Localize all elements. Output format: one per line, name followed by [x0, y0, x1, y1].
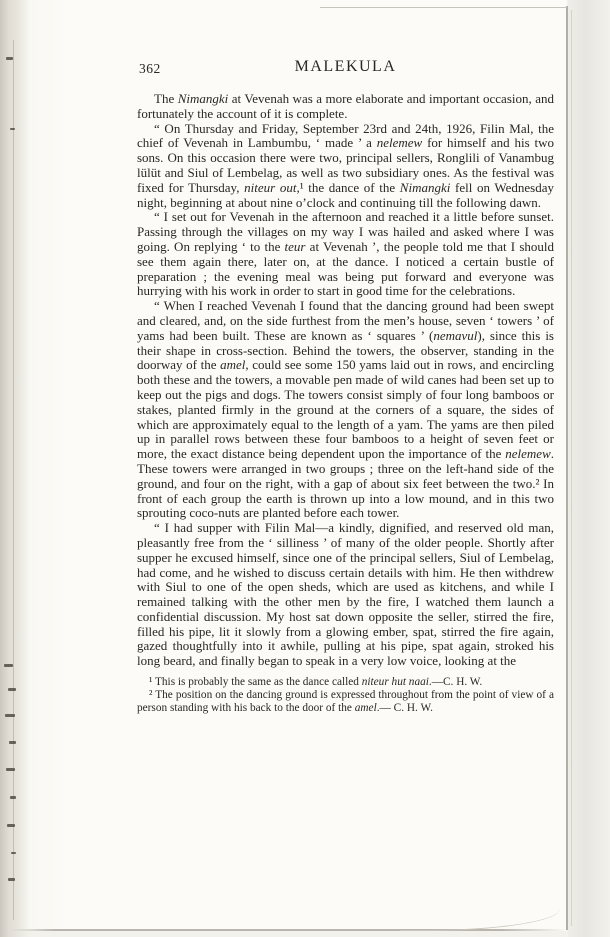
binding-mark [10, 796, 16, 799]
running-title: MALEKULA [294, 58, 397, 75]
binding-shadow [0, 0, 34, 937]
text-run: “ I set out for Vevenah in the afternoon and reached it a little before sunset. Passing through the villages on my way I was hailed and asked where I was going. On replying ‘ to the [137, 209, 554, 254]
text-run: , could see some 150 yams laid out in rows, and encircling both these and the towers, a movable pen made of wild canes had been set up to keep out the pigs and dogs. The towers consist simply of four long bamboos or stakes, planted firmly in the ground at the corners of a square, the sides of which are approximately equal to the length of a yam. The yams are then piled up in parallel rows between these four bamboos to a height of seven feet or more, the exact distance being dependent upon the importance of the [137, 357, 554, 462]
text-run: at Vevenah was a more elaborate and important occasion, and fortunately the account of it is complete. [137, 91, 554, 121]
italic-text-run: Nimangki [177, 91, 229, 106]
binding-mark [6, 57, 13, 60]
text-run: ,¹ the dance of the [296, 179, 400, 195]
binding-mark [11, 852, 16, 854]
text-run: “ I had supper with Filin Mal—a kindly, dignified, and reserved old man, pleasantly free from the ‘ silliness ’ of many of the older people. Shortly after supper he excused himself, since one of the principal sellers, Siul of Lembelag, had come, and he wished to discuss certain details with him. He then withdrew with Siul to one of the open sheds, which are used as kitchens, and while I remained talking with the other men by the fire, I watched them launch a confidential discussion. My host sat down opposite the seller, stirred the fire, filled his pipe, lit it slowly from a glowing ember, spat, stirred the fire again, gazed thoughtfully into it awhile, pulling at his pipe, spat again, stroked his long beard, and finally began to speak in a very low voice, looking at the [137, 520, 554, 669]
page-edge-top [320, 7, 567, 8]
page-edge-bottom [10, 929, 568, 931]
paragraph-1 [137, 92, 554, 122]
italic-text-run: teur [284, 238, 306, 254]
text-run: The [154, 91, 178, 106]
italic-text-run: nemavul [433, 327, 478, 343]
footnote-2 [137, 689, 554, 715]
text-run: for himself and his two sons. On this occasion there were two, principal sellers, Ronglili of Vanambug lülüt and Siul of Lembelag, as well as two subsidiary ones. As the festival was fixed for Thursday, [137, 135, 554, 195]
text-run: fell on Wednesday night, beginning at about nine o’clock and continuing till the following dawn. [137, 179, 554, 210]
page-header [137, 58, 554, 78]
italic-text-run: nelemew [505, 446, 551, 462]
italic-text-run: niteur out [244, 179, 297, 195]
page-edge-right-inner [571, 10, 572, 926]
text-column [137, 58, 554, 715]
footnotes [137, 676, 554, 715]
page-stack-right [568, 0, 610, 937]
italic-text-run: Nimangki [399, 179, 451, 195]
binding-mark [7, 824, 15, 827]
text-run: at Vevenah ’, the people told me that I should see them again there, later on, at the dance. I noticed a certain bustle of preparation ; the evening meal was being put forward and everyone was hurrying with his work in order to start in good time for the celebrations. [137, 238, 554, 299]
italic-text-run: amel [220, 357, 246, 373]
binding-mark [6, 768, 15, 771]
page-number: 362 [139, 61, 161, 76]
text-run: “ On Thursday and Friday, September 23rd and 24th, 1926, Filin Mal, the chief of Vevenah in Lambumbu, ‘ made ’ a [137, 120, 554, 151]
text-run: ), since this is their shape in cross-section. Behind the towers, the observer, standing in the doorway of the [137, 327, 554, 373]
text-run: .— C. H. W. [376, 701, 433, 714]
text-run: “ When I reached Vevenah I found that the dancing ground had been swept and cleared, and, on the side furthest from the men’s house, seven ‘ towers ’ of yams had been built. These are known as ‘ squares ’ ( [137, 298, 554, 343]
text-run: ¹ This is probably the same as the dance called [149, 676, 362, 689]
binding-mark [5, 714, 15, 717]
paragraph-5 [137, 521, 554, 669]
page-edge-right [566, 6, 568, 930]
paragraph-4 [137, 299, 554, 521]
italic-text-run: nelemew [376, 135, 423, 151]
binding-mark [8, 688, 16, 691]
text-run: .—C. H. W. [428, 676, 483, 689]
paragraph-3 [137, 210, 554, 299]
footnote-1 [137, 676, 554, 689]
italic-text-run: niteur hut naai [361, 676, 429, 689]
binding-mark [9, 741, 16, 744]
binding-mark [4, 664, 13, 667]
binding-mark [10, 128, 15, 130]
paragraph-2 [137, 122, 554, 211]
italic-text-run: amel [354, 701, 377, 714]
binding-mark [8, 878, 15, 881]
text-run: . These towers were arranged in two groups ; three on the left-hand side of the ground, and four on the right, with a gap of about six feet between the two.² In front of each group the earth is thrown up into a low mound, and in this two sprouting coco-nuts are planted before each tower. [137, 446, 554, 521]
text-run: ² The position on the dancing ground is expressed throughout from the point of view of a person standing with his back to the door of the [137, 688, 554, 714]
body-text [137, 92, 554, 669]
binding-line [13, 40, 14, 920]
